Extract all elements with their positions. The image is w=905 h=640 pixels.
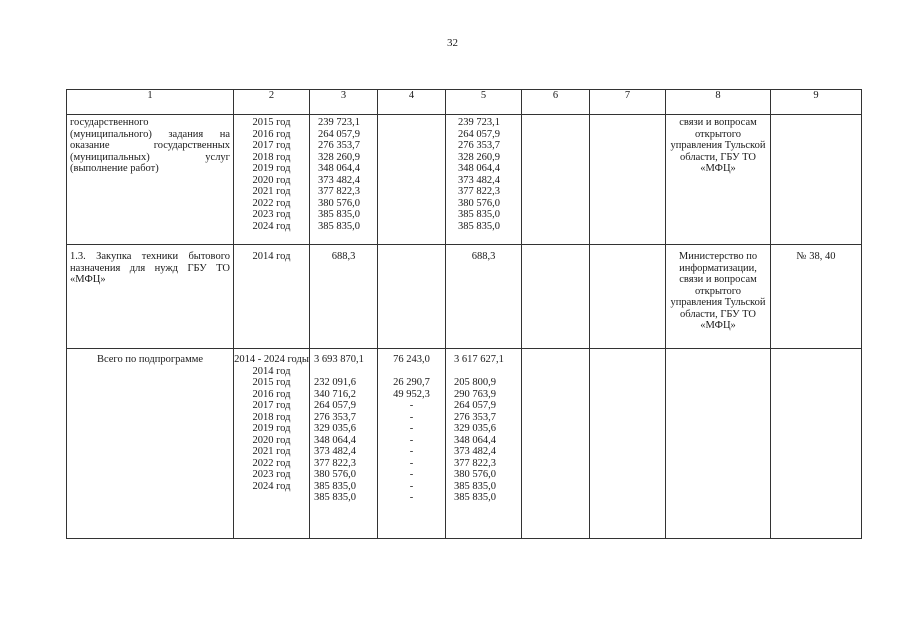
- cell-line: 385 835,0: [318, 209, 360, 220]
- cell-line: 385 835,0: [314, 492, 356, 503]
- cell-line: 2019 год: [252, 163, 291, 174]
- table-row-services: [67, 115, 862, 245]
- local-funding-cell: [522, 115, 590, 245]
- local-funding-cell: [522, 245, 590, 349]
- total-funding-cell: [310, 349, 378, 539]
- cell-line: 2017 год: [252, 140, 291, 151]
- cell-line: [378, 366, 445, 378]
- cell-line: 3 693 870,1: [314, 354, 364, 365]
- cell-line: 2023 год: [252, 469, 291, 480]
- cell-line: 2014 год: [252, 365, 291, 377]
- cell-line: 380 576,0: [454, 469, 496, 480]
- indicator-link-cell: № 38, 40: [771, 245, 862, 349]
- cell-line: -: [409, 457, 414, 469]
- cell-line: 373 482,4: [314, 446, 356, 457]
- cell-line: 2024 год: [252, 220, 291, 232]
- page-number: 32: [447, 37, 458, 49]
- cell-line: 348 064,4: [458, 163, 500, 174]
- cell-line: 2019 год: [252, 423, 291, 434]
- cell-line: 385 835,0: [458, 209, 500, 220]
- federal-funding-cell: [378, 245, 446, 349]
- cell-line: 385 835,0: [314, 480, 356, 492]
- years-cell: 2014 год: [234, 245, 310, 349]
- cell-line: 385 835,0: [454, 492, 496, 503]
- federal-funding-cell: [378, 349, 446, 539]
- cell-line: 26 290,7: [393, 377, 430, 388]
- header-cell: 6: [522, 90, 590, 115]
- cell-line: 340 716,2: [314, 388, 356, 400]
- federal-funding-cell: [378, 115, 446, 245]
- cell-line: 373 482,4: [318, 174, 360, 186]
- local-funding-cell: [522, 349, 590, 539]
- regional-funding-cell: [446, 115, 522, 245]
- cell-line: 2023 год: [252, 209, 291, 220]
- cell-line: 2014 - 2024 годы: [234, 354, 309, 365]
- cell-line: 2022 год: [252, 457, 291, 469]
- header-cell: 5: [446, 90, 522, 115]
- activity-description: 1.3. Закупка техники бытового назначения для нужд ГБУ ТО «МФЦ»: [67, 245, 234, 349]
- cell-line: 329 035,6: [314, 423, 356, 434]
- cell-line: 232 091,6: [314, 377, 356, 388]
- cell-line: 2024 год: [252, 480, 291, 492]
- years-cell: [234, 349, 310, 539]
- cell-line: 2016 год: [252, 388, 291, 400]
- cell-line: 328 260,9: [458, 151, 500, 163]
- other-funding-cell: [590, 115, 666, 245]
- cell-line: 205 800,9: [454, 377, 496, 388]
- cell-line: 264 057,9: [454, 400, 496, 411]
- cell-line: 2020 год: [252, 174, 291, 186]
- cell-line: 276 353,7: [314, 411, 356, 423]
- cell-line: 2018 год: [252, 411, 291, 423]
- cell-line: 348 064,4: [314, 434, 356, 446]
- cell-line: 3 617 627,1: [454, 354, 504, 365]
- cell-line: 385 835,0: [318, 220, 360, 232]
- total-funding-cell: [310, 115, 378, 245]
- cell-line: 377 822,3: [318, 186, 360, 197]
- header-cell: 3: [310, 90, 378, 115]
- header-cell: 7: [590, 90, 666, 115]
- header-cell: 9: [771, 90, 862, 115]
- regional-funding-cell: 688,3: [446, 245, 522, 349]
- cell-line: -: [409, 434, 414, 446]
- total-label: Всего по подпрограмме: [67, 349, 234, 539]
- responsible-executor: связи и вопросам открытого управления Тульской области, ГБУ ТО «МФЦ»: [666, 115, 771, 245]
- header-cell: 4: [378, 90, 446, 115]
- cell-line: 290 763,9: [454, 388, 496, 400]
- cell-line: -: [409, 446, 414, 457]
- responsible-executor: Министерство по информатизации, связи и вопросам открытого управления Тульской области, ГБУ ТО «МФЦ»: [666, 245, 771, 349]
- cell-line: 264 057,9: [458, 128, 500, 140]
- indicator-link-cell: [771, 115, 862, 245]
- cell-line: 348 064,4: [318, 163, 360, 174]
- cell-line: 264 057,9: [314, 400, 356, 411]
- program-table: [66, 89, 862, 539]
- cell-line: 239 723,1: [318, 117, 360, 128]
- cell-line: 373 482,4: [458, 174, 500, 186]
- cell-line: 373 482,4: [454, 446, 496, 457]
- cell-line: 385 835,0: [454, 480, 496, 492]
- table-row-equipment: [67, 245, 862, 349]
- table-row-total: [67, 349, 862, 539]
- cell-line: -: [409, 492, 414, 503]
- cell-line: [454, 366, 521, 378]
- cell-line: 380 576,0: [318, 197, 360, 209]
- indicator-link-cell: [771, 349, 862, 539]
- cell-line: 2018 год: [252, 151, 291, 163]
- cell-line: -: [409, 480, 414, 492]
- cell-line: 2015 год: [252, 377, 291, 388]
- header-row: [67, 90, 862, 115]
- cell-line: 276 353,7: [318, 140, 360, 151]
- cell-line: 2017 год: [252, 400, 291, 411]
- years-cell: [234, 115, 310, 245]
- cell-line: -: [409, 411, 414, 423]
- cell-line: 385 835,0: [458, 220, 500, 232]
- cell-line: 377 822,3: [458, 186, 500, 197]
- cell-line: 329 035,6: [454, 423, 496, 434]
- cell-line: 2015 год: [252, 117, 291, 128]
- cell-line: 377 822,3: [314, 457, 356, 469]
- activity-description: государственного (муниципального) задания на оказание государственных (муниципальных) услуг (выполнение работ): [67, 115, 234, 245]
- cell-line: 377 822,3: [454, 457, 496, 469]
- cell-line: -: [409, 400, 414, 411]
- cell-line: 2021 год: [252, 446, 291, 457]
- cell-line: 49 952,3: [393, 388, 430, 400]
- cell-line: 264 057,9: [318, 128, 360, 140]
- other-funding-cell: [590, 245, 666, 349]
- regional-funding-cell: [446, 349, 522, 539]
- cell-line: 2022 год: [252, 197, 291, 209]
- cell-line: 380 576,0: [314, 469, 356, 480]
- cell-line: 380 576,0: [458, 197, 500, 209]
- cell-line: 2021 год: [252, 186, 291, 197]
- other-funding-cell: [590, 349, 666, 539]
- responsible-executor: [666, 349, 771, 539]
- cell-line: -: [409, 469, 414, 480]
- header-cell: 2: [234, 90, 310, 115]
- cell-line: -: [409, 423, 414, 434]
- cell-line: 328 260,9: [318, 151, 360, 163]
- cell-line: 276 353,7: [458, 140, 500, 151]
- total-funding-cell: 688,3: [310, 245, 378, 349]
- cell-line: 276 353,7: [454, 411, 496, 423]
- cell-line: 239 723,1: [458, 117, 500, 128]
- cell-line: 2016 год: [252, 128, 291, 140]
- header-cell: 8: [666, 90, 771, 115]
- cell-line: [314, 366, 377, 378]
- header-cell: 1: [67, 90, 234, 115]
- cell-line: 76 243,0: [393, 354, 430, 365]
- cell-line: 348 064,4: [454, 434, 496, 446]
- cell-line: 2020 год: [252, 434, 291, 446]
